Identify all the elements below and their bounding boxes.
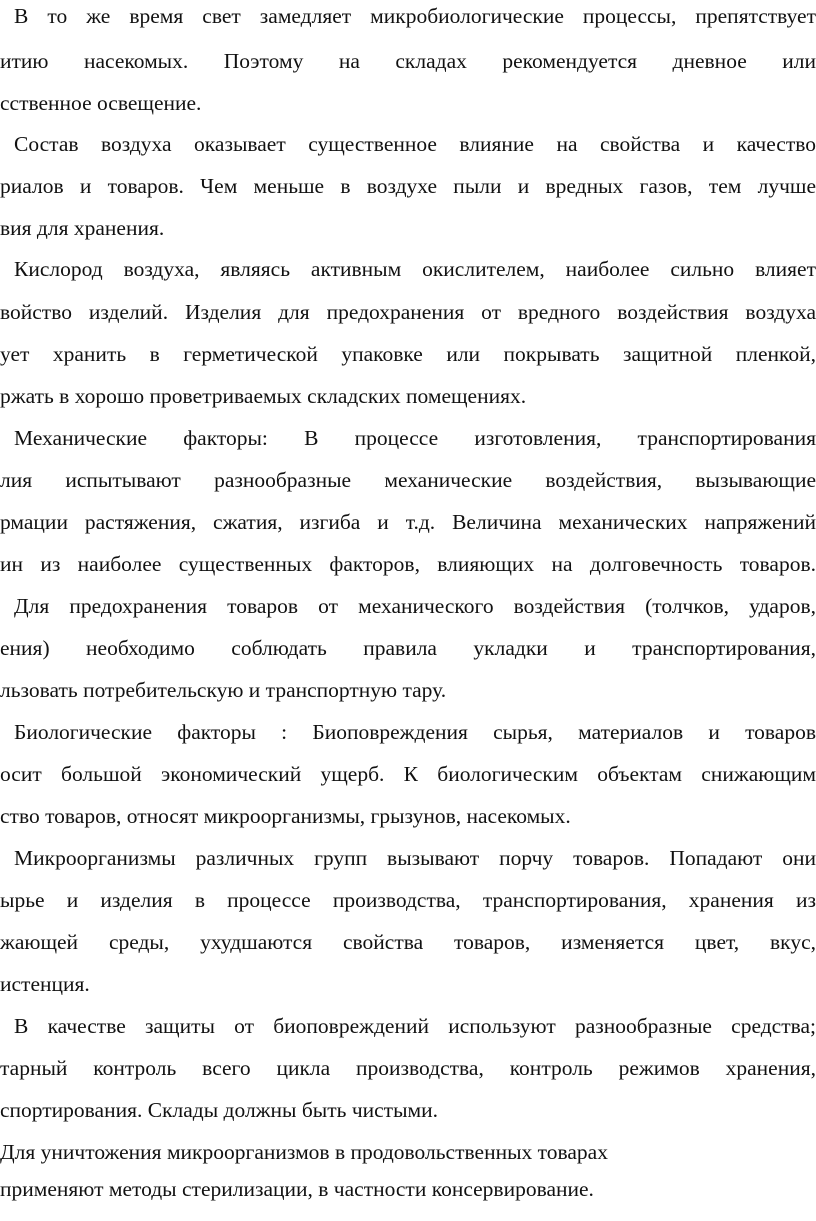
text-line: применяют методы стерилизации, в частности консервирование. [0, 1177, 594, 1201]
text-line: вия для хранения. [0, 216, 165, 240]
text-line: В то же время свет замедляет микробиологические процессы, препятствует [14, 4, 816, 28]
text-line: льзовать потребительскую и транспортную тару. [0, 678, 447, 702]
text-line: Биологические факторы : Биоповреждения сырья, материалов и товаров [14, 720, 816, 744]
text-line: тарный контроль всего цикла производства, контроль режимов хранения, [0, 1056, 816, 1080]
text-line: жающей среды, ухудшаются свойства товаров, изменяется цвет, вкус, [0, 930, 816, 954]
text-line: риалов и товаров. Чем меньше в воздухе пыли и вредных газов, тем лучше [0, 174, 816, 198]
text-line: ин из наиболее существенных факторов, влияющих на долговечность товаров. [0, 552, 816, 576]
text-line: Состав воздуха оказывает существенное влияние на свойства и качество [14, 132, 816, 156]
text-line: истенция. [0, 972, 90, 996]
text-line: итию насекомых. Поэтому на складах рекомендуется дневное или [0, 49, 816, 73]
text-line: спортирования. Склады должны быть чистыми. [0, 1098, 439, 1122]
text-line: ржать в хорошо проветриваемых складских помещениях. [0, 384, 527, 408]
text-line: ения) необходимо соблюдать правила укладки и транспортирования, [0, 636, 816, 660]
text-line: Кислород воздуха, являясь активным окислителем, наиболее сильно влияет [14, 257, 816, 281]
text-line: В качестве защиты от биоповреждений используют разнообразные средства; [14, 1014, 816, 1038]
text-line: лия испытывают разнообразные механические воздействия, вызывающие [0, 468, 816, 492]
text-line: ство товаров, относят микроорганизмы, грызунов, насекомых. [0, 804, 571, 828]
text-line: сственное освещение. [0, 91, 202, 115]
text-line: Для предохранения товаров от механического воздействия (толчков, ударов, [14, 594, 816, 618]
text-line: Для уничтожения микроорганизмов в продовольственных товарах [0, 1140, 608, 1164]
text-line: рмации растяжения, сжатия, изгиба и т.д. Величина механических напряжений [0, 510, 816, 534]
text-line: осит большой экономический ущерб. К биологическим объектам снижающим [0, 762, 816, 786]
text-line: Механические факторы: В процессе изготовления, транспортирования [14, 426, 816, 450]
text-line: Микроорганизмы различных групп вызывают порчу товаров. Попадают они [14, 846, 816, 870]
text-line: войство изделий. Изделия для предохранения от вредного воздействия воздуха [0, 300, 816, 324]
text-line: ырье и изделия в процессе производства, транспортирования, хранения из [0, 888, 816, 912]
text-line: ует хранить в герметической упаковке или покрывать защитной пленкой, [0, 342, 816, 366]
